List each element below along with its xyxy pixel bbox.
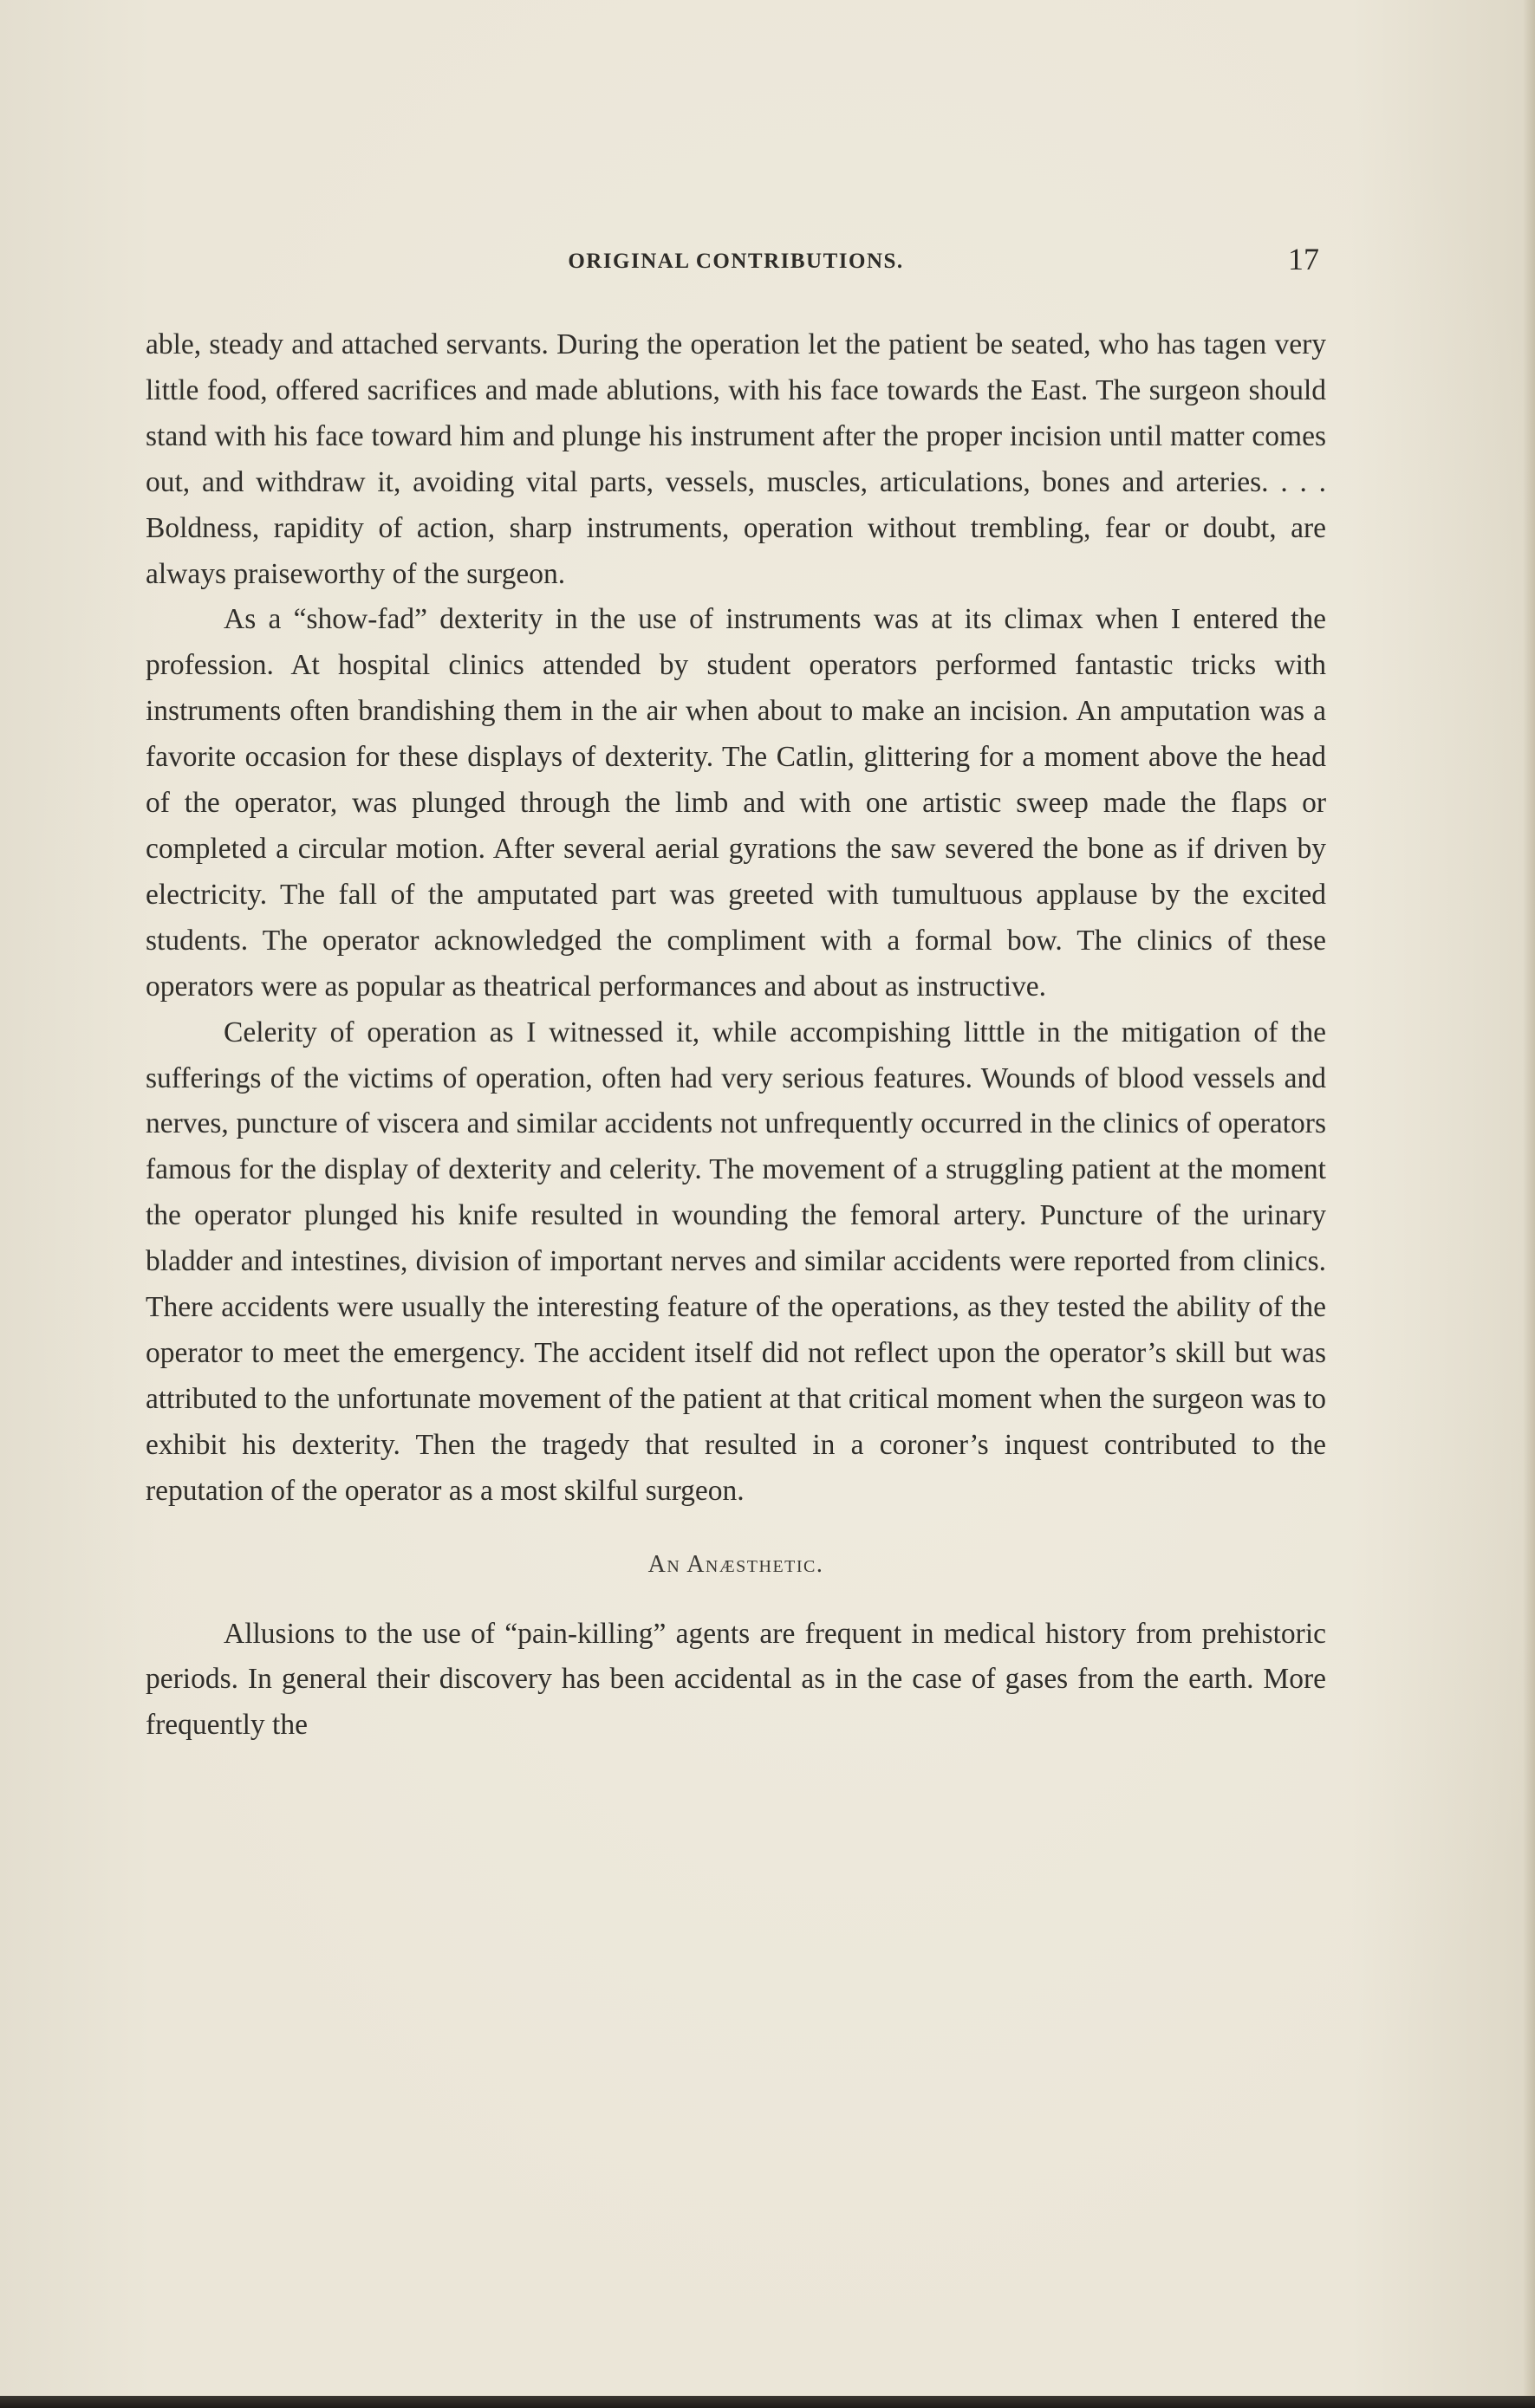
bottom-binding-edge (0, 2396, 1535, 2408)
paragraph-anaesthetic: Allusions to the use of “pain-killing” agents are frequent in medical history from prehistoric periods. In general their discovery has been accidental as in the case of gases from the earth. More frequently the (146, 1617, 1326, 1742)
page-header (146, 241, 1326, 284)
page-number: 17 (1288, 242, 1319, 276)
paragraph-continuation: able, steady and attached servants. During the operation let the patient be seated, who has tagen very little food, offered sacrifices and made ablutions, with his face towards the East. The surgeon should stand with his face toward him and plunge his instrument after the proper incision until matter comes out, and withdraw it, avoiding vital parts, vessels, muscles, articulations, bones and arteries. . . . Boldness, rapidity of action, sharp instruments, operation without trembling, fear or doubt, are always praiseworthy of the surgeon. (146, 328, 1326, 590)
section-heading: An Anæsthetic. (647, 1550, 824, 1578)
body-text (146, 322, 1326, 1749)
paragraph-show-fad: As a “show-fad” dexterity in the use of instruments was at its climax when I entered the profession. At hospital clinics attended by student operators performed fantastic tricks with instruments often brandishing them in the air when about to make an incision. An amputation was a favorite occasion for these displays of dexterity. The Catlin, glittering for a moment above the head of the operator, was plunged through the limb and with one artistic sweep made the flaps or completed a circular motion. After several aerial gyrations the saw severed the bone as if driven by electricity. The fall of the amputated part was greeted with tumultuous applause by the excited students. The operator acknowledged the compliment with a formal bow. The clinics of these operators were as popular as theatrical performances and about as instructive. (146, 603, 1326, 1003)
page-edge-shadow (1523, 0, 1535, 2408)
paragraph-celerity: Celerity of operation as I witnessed it, while accompishing litttle in the mitigation of the sufferings of the victims of operation, often had very serious features. Wounds of blood vessels and nerves, puncture of viscera and similar accidents not unfrequently occurred in the clinics of operators famous for the display of dexterity and celerity. The movement of a struggling patient at the moment the operator plunged his knife resulted in wounding the femoral artery. Puncture of the urinary bladder and intestines, division of important nerves and similar accidents were reported from clinics. There accidents were usually the interesting feature of the operations, as they tested the ability of the operator to meet the emergency. The accident itself did not reflect upon the operator’s skill but was attributed to the unfortunate movement of the patient at that critical moment when the surgeon was to exhibit his dexterity. Then the tragedy that resulted in a coroner’s inquest contributed to the reputation of the operator as a most skilful surgeon. (146, 1016, 1326, 1507)
running-head: ORIGINAL CONTRIBUTIONS. (568, 250, 904, 273)
